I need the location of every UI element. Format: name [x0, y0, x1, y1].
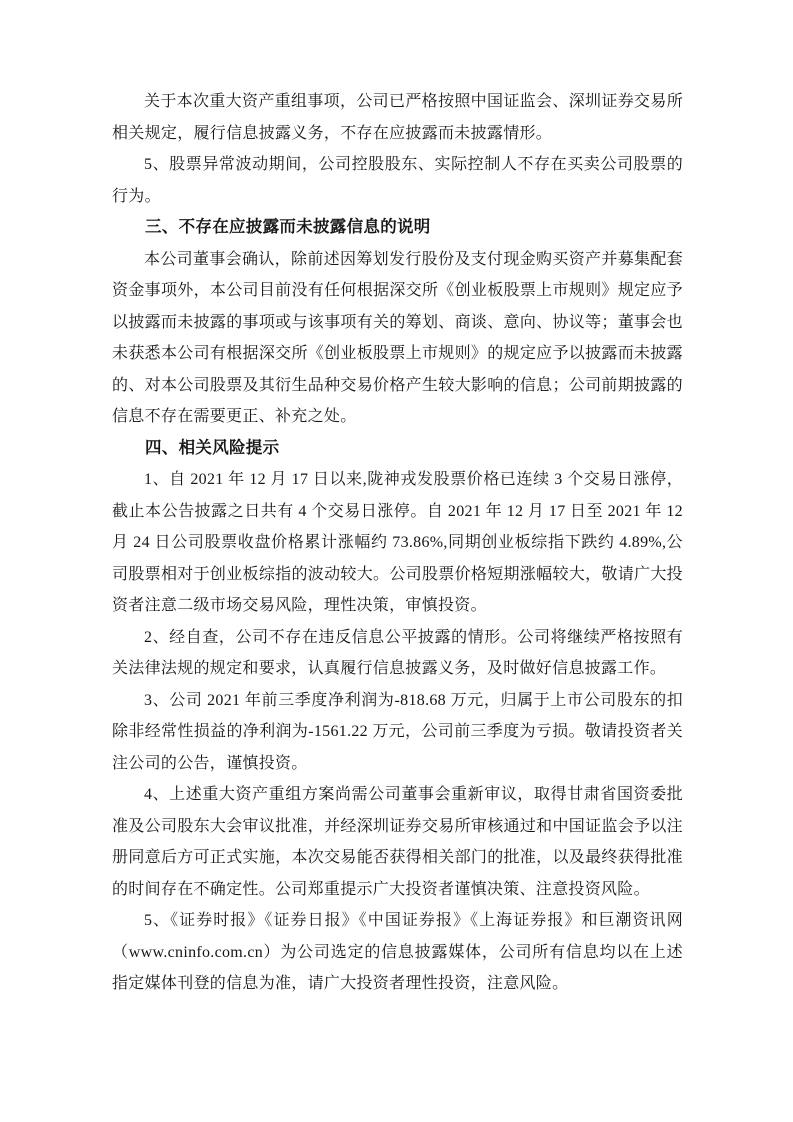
- paragraph-risk-2-fair-disclosure: 2、经自查，公司不存在违反信息公平披露的情形。公司将继续严格按照有关法律法规的规定和要求，认真履行信息披露义务，及时做好信息披露工作。: [112, 628, 683, 677]
- section-heading-3-undisclosed-info: 三、不存在应披露而未披露信息的说明: [145, 218, 431, 236]
- paragraph-regulatory-compliance: 关于本次重大资产重组事项，公司已严格按照中国证监会、深圳证券交易所相关规定，履行信息披露义务，不存在应披露而未披露情形。: [112, 93, 683, 142]
- paragraph-risk-3-net-profit-loss: 3、公司 2021 年前三季度净利润为-818.68 万元，归属于上市公司股东的扣除非经常性损益的净利润为-1561.22 万元，公司前三季度为亏损。敬请投资者关注公司的公告，谨慎投资。: [112, 691, 683, 772]
- paragraph-board-confirmation: 本公司董事会确认，除前述因筹划发行股份及支付现金购买资产并募集配套资金事项外，本公司目前没有任何根据深交所《创业板股票上市规则》规定应予以披露而未披露的事项或与该事项有关的筹划、商谈、意向、协议等；董事会也未获悉本公司有根据深交所《创业板股票上市规则》的规定应予以披露而未披露的、对本公司股票及其衍生品种交易价格产生较大影响的信息；公司前期披露的信息不存在需要更正、补充之处。: [112, 250, 683, 425]
- paragraph-risk-5-designated-media: 5、《证券时报》《证券日报》《中国证券报》《上海证券报》和巨潮资讯网（www.cninfo.com.cn）为公司选定的信息披露媒体，公司所有信息均以在上述指定媒体刊登的信息为准，请广大投资者理性投资，注意风险。: [112, 912, 683, 992]
- paragraph-risk-4-approval-uncertainty: 4、上述重大资产重组方案尚需公司董事会重新审议，取得甘肃省国资委批准及公司股东大会审议批准，并经深圳证券交易所审核通过和中国证监会予以注册同意后方可正式实施，本次交易能否获得相关部门的批准，以及最终获得批准的时间存在不确定性。公司郑重提示广大投资者谨慎决策、注意投资风险。: [112, 786, 683, 898]
- paragraph-item5-no-share-trading: 5、股票异常波动期间，公司控股股东、实际控制人不存在买卖公司股票的行为。: [112, 156, 683, 205]
- section-heading-4-risk-notice: 四、相关风险提示: [145, 438, 280, 457]
- paragraph-risk-1-price-surge: 1、自 2021 年 12 月 17 日以来,陇神戎发股票价格已连续 3 个交易日涨停，截止本公告披露之日共有 4 个交易日涨停。自 2021 年 12 月 17 日至 2021 年 12 月 24 日公司股票收盘价格累计涨幅约 73.86%,同期创业板综指下跌约 4.89%,公司股票相对于创业板综指的波动较大。公司股票价格短期涨幅较大，敬请广大投资者注意二级市场交易风险，理性决策，审慎投资。: [112, 471, 683, 614]
